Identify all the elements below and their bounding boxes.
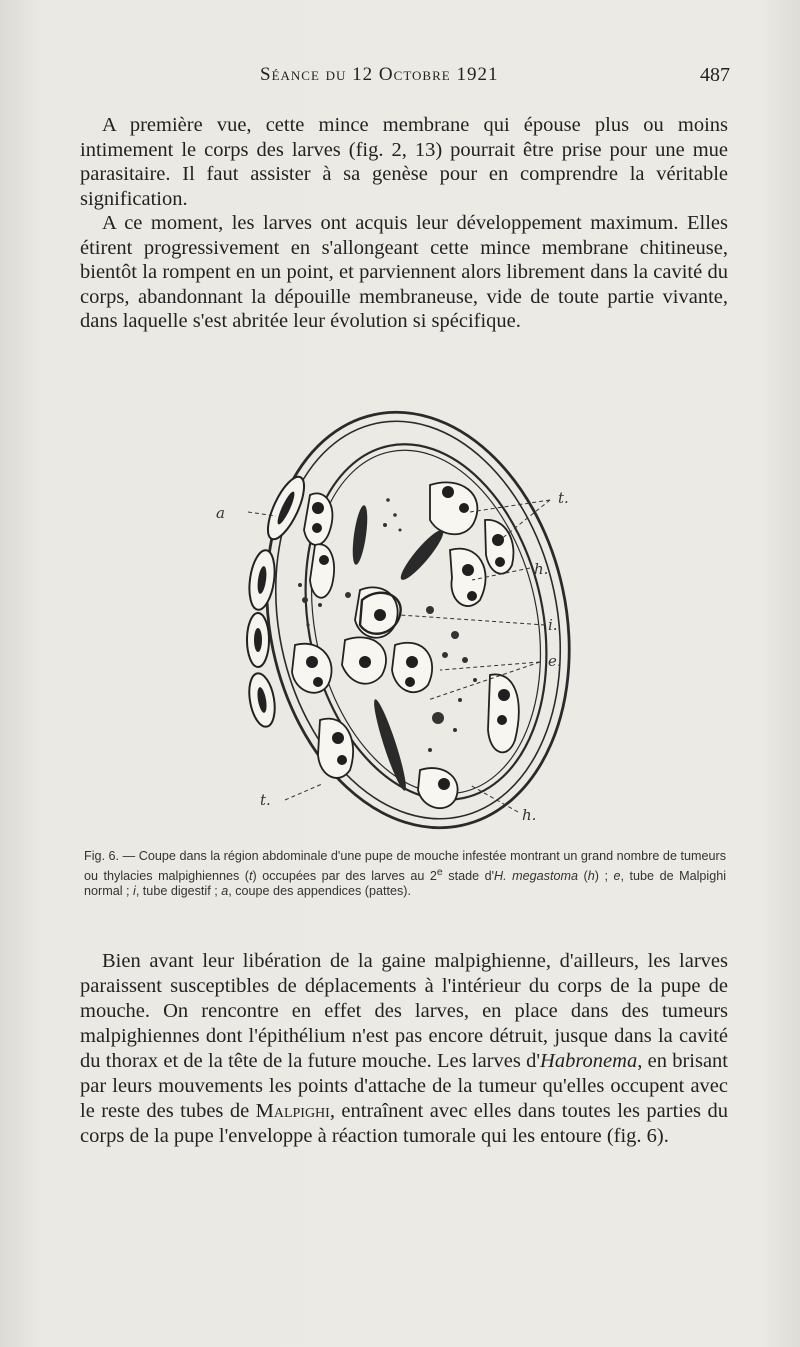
label-h-bottom: h.: [522, 806, 537, 824]
paragraph-3-text: , entraînent avec elles dans toutes les parties du corps de la pupe l'enveloppe à réaction tumorale qui les entoure (fig. 6).: [80, 1100, 728, 1147]
caption-text: (: [577, 868, 588, 883]
label-a: a: [216, 504, 225, 522]
caption-text: , tube de Malpighi normal ;: [84, 868, 727, 899]
label-h-top: h.: [534, 560, 549, 578]
figure-6: [200, 400, 600, 840]
caption-text: stade d': [442, 868, 495, 883]
paragraph-3: [80, 949, 728, 1149]
label-i: i.: [548, 616, 558, 634]
caption-species: H. megastoma: [494, 868, 578, 883]
figure-6-drawing: [200, 400, 600, 840]
caption-text: , tube digestif ;: [135, 884, 222, 899]
genus-name: Habronema: [540, 1050, 638, 1072]
caption-i: i: [133, 884, 136, 899]
caption-text: , coupe des appendices (pattes).: [228, 884, 411, 899]
caption-t: t: [249, 868, 253, 883]
figure-caption: [84, 849, 726, 900]
caption-e: e: [613, 868, 621, 883]
paragraph-1: A première vue, cette mince membrane qui épouse plus ou moins intimement le corps des larves (fig. 2, 13) pourrait être prise pour une mue parasitaire. Il faut assister à sa genèse pour en comprendre la véritable signification.: [80, 114, 728, 210]
label-t-bottom: t.: [260, 791, 271, 809]
paragraph-2: A ce moment, les larves ont acquis leur développement maximum. Elles étirent progressivement en s'allongeant cette mince membrane chitineuse, bientôt la rompent en un point, et parviennent alors librement dans la cavité du corps, abandonnant la dépouille membraneuse, vide de toute partie vivante, dans laquelle s'est abritée leur évolution si spécifique.: [80, 212, 728, 332]
paragraph-3-text: Bien avant leur libération de la gaine malpighienne, d'ailleurs, les larves paraissent susceptibles de déplacements à l'intérieur du corps de la pupe de mouche. On rencontre en effet des larves, en place dans des tumeurs malpighiennes dont l'épithélium n'est pas encore détruit, jusque dans la cavité du thorax et de la tête de la future mouche. Les larves d': [80, 950, 728, 1072]
paragraph-3-text: , en brisant par leurs mouvements les points d'attache de la tumeur qu'elles occupent avec le reste des tubes de: [80, 1050, 728, 1122]
running-head: Séance du 12 Octobre 1921: [260, 64, 499, 85]
label-e: e.: [548, 652, 562, 670]
label-t-top: t.: [558, 489, 569, 507]
caption-text: Coupe dans la région abdominale d'une pupe de mouche infestée montrant un grand nombre de tumeurs ou thylacies malpighiennes (: [84, 849, 726, 883]
caption-text: ) occupées par des larves au 2: [252, 868, 437, 883]
caption-a: a: [221, 884, 229, 899]
page-header: [80, 64, 730, 94]
caption-lead: Fig. 6. —: [84, 849, 136, 863]
caption-h: h: [587, 868, 595, 883]
malpighi-name: Malpighi: [255, 1100, 330, 1122]
page-number: 487: [700, 64, 730, 86]
caption-sup: e: [436, 865, 443, 878]
caption-text: ) ;: [594, 868, 614, 883]
